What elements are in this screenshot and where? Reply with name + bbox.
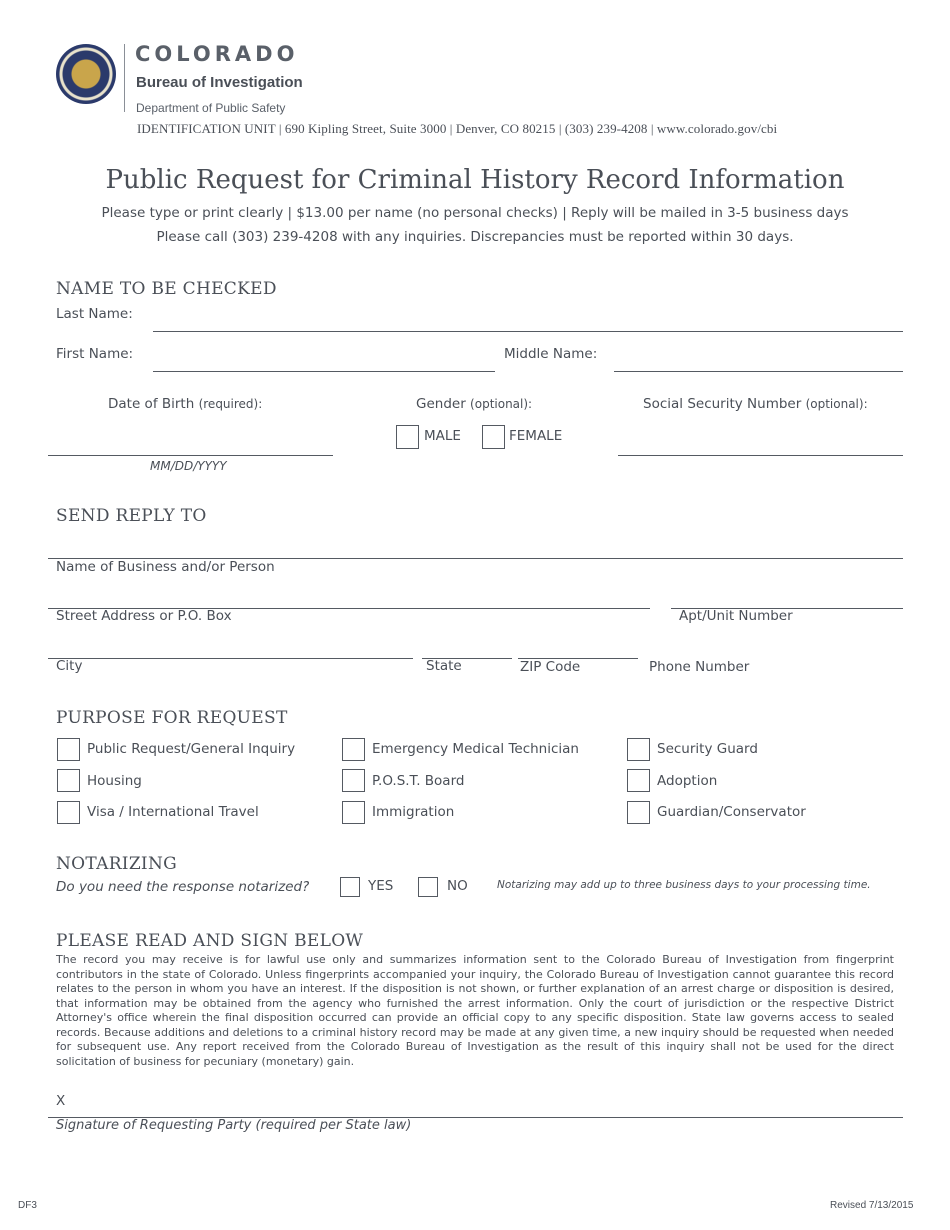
notarize-yes-checkbox[interactable] xyxy=(340,877,360,897)
purpose-checkbox-general-inquiry[interactable] xyxy=(57,738,80,761)
logo-subtitle: Bureau of Investigation xyxy=(136,74,303,91)
logo-title: COLORADO xyxy=(135,42,299,66)
ssn-label: Social Security Number (optional): xyxy=(643,396,868,412)
purpose-checkbox-immigration[interactable] xyxy=(342,801,365,824)
signature-label: Signature of Requesting Party (required per State law) xyxy=(56,1118,412,1133)
female-label: FEMALE xyxy=(509,428,563,444)
ssn-field[interactable] xyxy=(618,455,903,456)
section-heading-name: NAME TO BE CHECKED xyxy=(56,279,277,299)
first-name-field[interactable] xyxy=(153,371,495,372)
street-address-label: Street Address or P.O. Box xyxy=(56,608,232,624)
city-field[interactable] xyxy=(48,658,413,659)
notarize-yes-label: YES xyxy=(368,878,394,894)
purpose-label-guardian: Guardian/Conservator xyxy=(657,804,806,820)
notarize-question: Do you need the response notarized? xyxy=(56,879,310,895)
last-name-label: Last Name: xyxy=(56,306,133,322)
purpose-checkbox-post-board[interactable] xyxy=(342,769,365,792)
purpose-label-immigration: Immigration xyxy=(372,804,455,820)
male-label: MALE xyxy=(424,428,461,444)
section-heading-notarizing: NOTARIZING xyxy=(56,854,177,874)
dob-label: Date of Birth (required): xyxy=(108,396,263,412)
legal-disclaimer: The record you may receive is for lawful use only and summarizes information sent to the Colorado Bureau of Investigation from fingerprint contributors in the state of Colorado. Unless fingerprints accompanied your inquiry, the Colorado Bureau of Investigation cannot guarantee this record relates to the person in whom you have an interest. If the disposition is not shown, or further explanation of an arrest charge or disposition is desired, that information may be obtained from the agency who furnished the arrest information. Only the court of jurisdiction or the respective District Attorney's office wherein the final disposition occurred can provide an official copy to any specific disposition. State law governs access to sealed records. Because additions and deletions to a criminal history record may be made at any given time, a new inquiry should be requested when needed for subsequent use. Any report received from the Colorado Bureau of Investigation as the result of this inquiry shall not be used for the direct solicitation of business for pecuniary (monetary) gain. xyxy=(56,953,894,1068)
dob-format-hint: MM/DD/YYYY xyxy=(150,459,227,473)
purpose-label-housing: Housing xyxy=(87,773,142,789)
last-name-field[interactable] xyxy=(153,331,903,332)
unit-address: IDENTIFICATION UNIT | 690 Kipling Street, Suite 3000 | Denver, CO 80215 | (303) 239-4208 | www.colorado.gov/cbi xyxy=(137,121,778,136)
department-name: Department of Public Safety xyxy=(136,101,286,115)
middle-name-label: Middle Name: xyxy=(504,346,598,362)
signature-x-mark: X xyxy=(56,1093,66,1109)
header-divider xyxy=(124,44,125,112)
purpose-label-post-board: P.O.S.T. Board xyxy=(372,773,465,789)
male-checkbox[interactable] xyxy=(396,425,419,449)
purpose-checkbox-visa[interactable] xyxy=(57,801,80,824)
notarize-no-checkbox[interactable] xyxy=(418,877,438,897)
instructions-line-2: Please call (303) 239-4208 with any inquiries. Discrepancies must be reported within 30 days. xyxy=(156,229,794,245)
revision-date: Revised 7/13/2015 xyxy=(830,1200,914,1211)
form-id: DF3 xyxy=(18,1200,37,1211)
purpose-checkbox-guardian[interactable] xyxy=(627,801,650,824)
notarize-note: Notarizing may add up to three business days to your processing time. xyxy=(497,879,871,891)
first-name-label: First Name: xyxy=(56,346,134,362)
purpose-label-general-inquiry: Public Request/General Inquiry xyxy=(87,741,296,757)
purpose-label-visa: Visa / International Travel xyxy=(87,804,259,820)
city-label: City xyxy=(56,658,83,674)
page-title: Public Request for Criminal History Record Information xyxy=(105,165,845,195)
gender-label: Gender (optional): xyxy=(416,396,533,412)
section-heading-purpose: PURPOSE FOR REQUEST xyxy=(56,708,288,728)
female-checkbox[interactable] xyxy=(482,425,505,449)
purpose-checkbox-housing[interactable] xyxy=(57,769,80,792)
dob-field[interactable] xyxy=(48,455,333,456)
purpose-checkbox-security-guard[interactable] xyxy=(627,738,650,761)
purpose-checkbox-emt[interactable] xyxy=(342,738,365,761)
phone-label: Phone Number xyxy=(649,659,750,675)
apt-unit-label: Apt/Unit Number xyxy=(679,608,793,624)
instructions-line-1: Please type or print clearly | $13.00 per name (no personal checks) | Reply will be mailed in 3-5 business days xyxy=(101,205,849,221)
purpose-checkbox-adoption[interactable] xyxy=(627,769,650,792)
state-label: State xyxy=(426,658,462,674)
section-heading-reply: SEND REPLY TO xyxy=(56,506,207,526)
section-heading-sign: PLEASE READ AND SIGN BELOW xyxy=(56,931,364,951)
purpose-label-adoption: Adoption xyxy=(657,773,718,789)
cbi-seal-logo xyxy=(56,44,116,104)
notarize-no-label: NO xyxy=(447,878,468,894)
middle-name-field[interactable] xyxy=(614,371,903,372)
purpose-label-security-guard: Security Guard xyxy=(657,741,758,757)
purpose-label-emt: Emergency Medical Technician xyxy=(372,741,579,757)
business-name-label: Name of Business and/or Person xyxy=(56,559,275,575)
zip-label: ZIP Code xyxy=(520,659,581,675)
